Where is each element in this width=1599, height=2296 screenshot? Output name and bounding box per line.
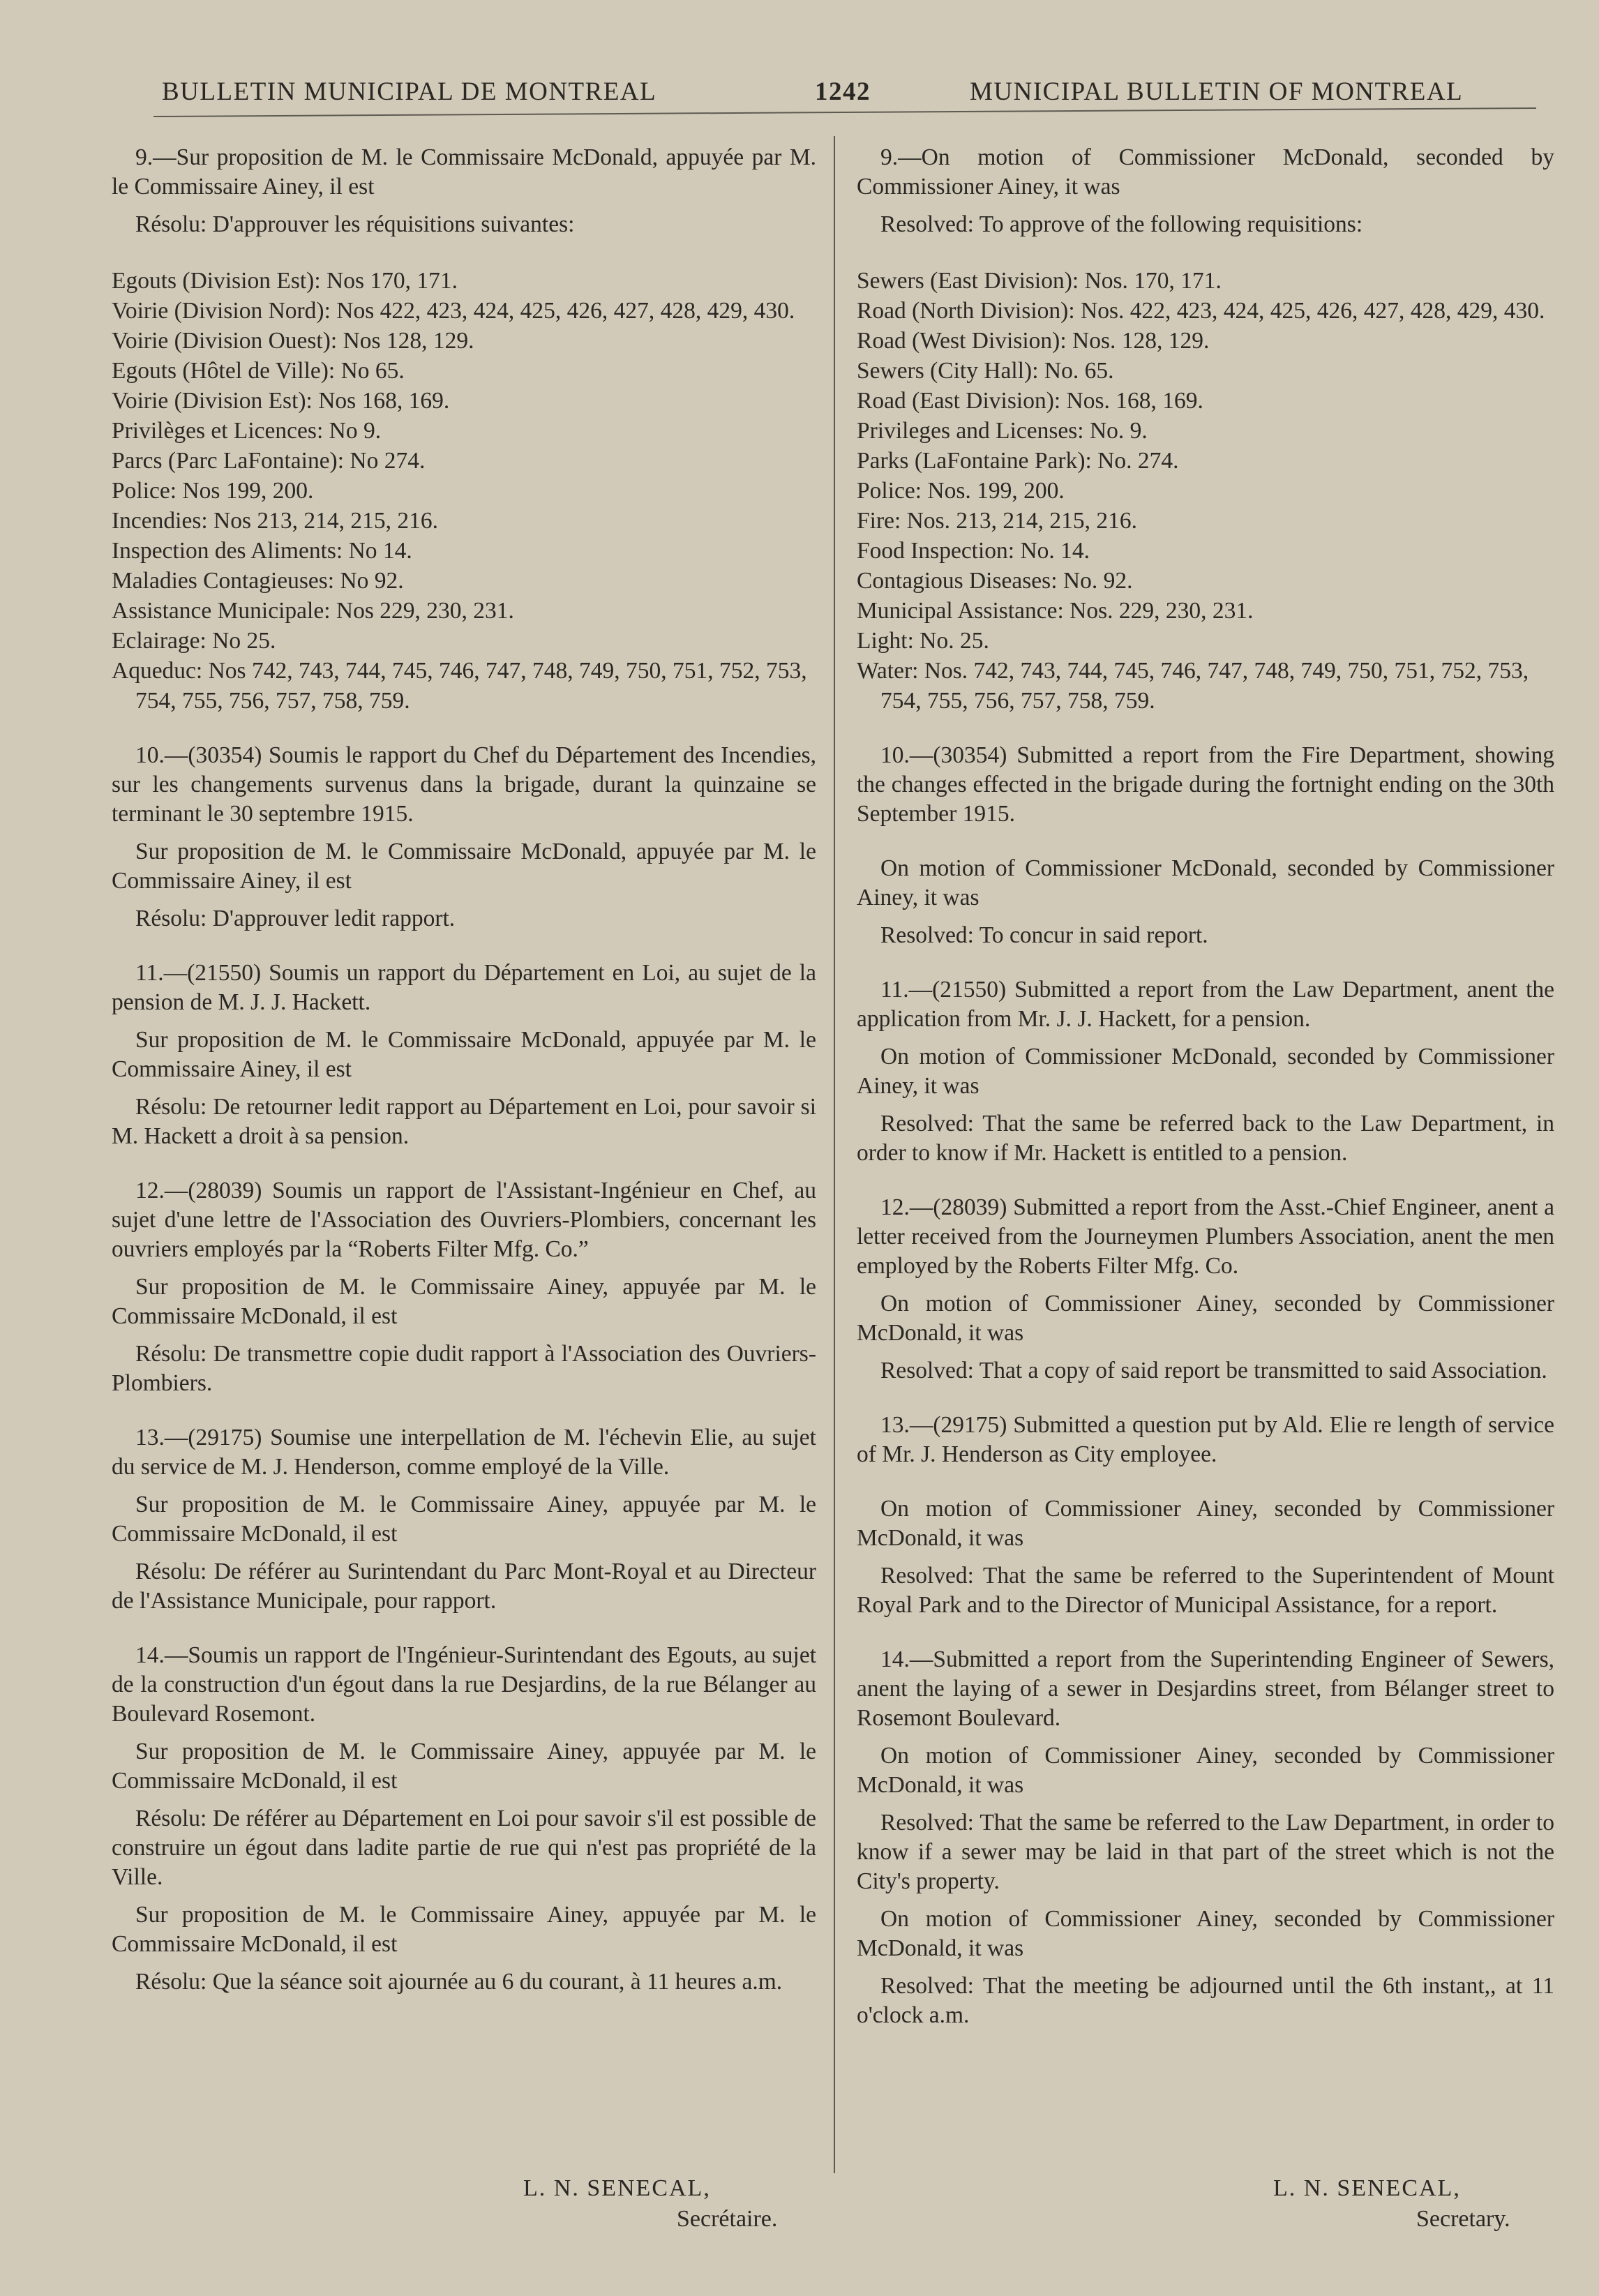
list-item: Sewers (City Hall): No. 65. bbox=[857, 358, 1114, 384]
english-column bbox=[857, 143, 1554, 2039]
en-item-12-motion: On motion of Commissioner Ainey, seconded by Commissioner McDonald, it was bbox=[857, 1291, 1554, 1346]
fr-item-14-report: 14.—Soumis un rapport de l'Ingénieur-Surintendant des Egouts, au sujet de la construction d'un égout dans la rue Desjardins, de la rue Bélanger au Boulevard Rosemont. bbox=[112, 1642, 816, 1727]
en-signature-title: Secretary. bbox=[1416, 2206, 1510, 2232]
fr-requisition-list bbox=[112, 266, 816, 716]
list-item: Aqueduc: Nos 742, 743, 744, 745, 746, 747, 748, 749, 750, 751, 752, 753, 754, 755, 756, 757, 758, 759. bbox=[112, 658, 807, 714]
page-number: 1242 bbox=[815, 77, 871, 106]
french-column bbox=[112, 143, 816, 2005]
en-signature-name: L. N. SENECAL, bbox=[1273, 2175, 1461, 2201]
list-item: Food Inspection: No. 14. bbox=[857, 538, 1090, 564]
list-item: Eclairage: No 25. bbox=[112, 628, 276, 654]
list-item: Contagious Diseases: No. 92. bbox=[857, 568, 1133, 594]
en-item-13-report: 13.—(29175) Submitted a question put by Ald. Elie re length of service of Mr. J. Henderson as City employee. bbox=[857, 1412, 1554, 1467]
list-item: Water: Nos. 742, 743, 744, 745, 746, 747, 748, 749, 750, 751, 752, 753, 754, 755, 756, 757, 758, 759. bbox=[857, 658, 1529, 714]
fr-signature-name: L. N. SENECAL, bbox=[523, 2175, 711, 2201]
fr-item-12-resolution: Résolu: De transmettre copie dudit rapport à l'Association des Ouvriers-Plombiers. bbox=[112, 1341, 816, 1396]
header-title-english: MUNICIPAL BULLETIN OF MONTREAL bbox=[970, 77, 1464, 106]
list-item: Road (East Division): Nos. 168, 169. bbox=[857, 388, 1203, 414]
list-item: Voirie (Division Nord): Nos 422, 423, 424, 425, 426, 427, 428, 429, 430. bbox=[112, 298, 795, 324]
fr-item-11-motion: Sur proposition de M. le Commissaire McDonald, appuyée par M. le Commissaire Ainey, il est bbox=[112, 1027, 816, 1082]
en-item-9-resolution: Resolved: To approve of the following requisitions: bbox=[880, 211, 1363, 237]
en-item-14-resolution: Resolved: That the same be referred to the Law Department, in order to know if a sewer may be laid in that part of the street which is not the City's property. bbox=[857, 1810, 1554, 1894]
list-item: Road (North Division): Nos. 422, 423, 424, 425, 426, 427, 428, 429, 430. bbox=[857, 298, 1545, 324]
list-item: Privilèges et Licences: No 9. bbox=[112, 418, 382, 444]
en-item-14-motion: On motion of Commissioner Ainey, seconded by Commissioner McDonald, it was bbox=[857, 1743, 1554, 1798]
fr-item-10-report: 10.—(30354) Soumis le rapport du Chef du Département des Incendies, sur les changements survenus dans la brigade, durant la quinzaine se terminant le 30 septembre 1915. bbox=[112, 742, 816, 827]
en-item-12-report: 12.—(28039) Submitted a report from the Asst.-Chief Engineer, anent a letter received from the Journeymen Plumbers Association, anent the men employed by the Roberts Filter Mfg. Co. bbox=[857, 1194, 1554, 1279]
en-item-13-motion: On motion of Commissioner Ainey, seconded by Commissioner McDonald, it was bbox=[857, 1496, 1554, 1551]
fr-item-14-resolution: Résolu: De référer au Département en Loi pour savoir s'il est possible de construire un égout dans ladite partie de rue qui n'est pas propriété de la Ville. bbox=[112, 1806, 816, 1890]
list-item: Police: Nos. 199, 200. bbox=[857, 478, 1065, 504]
en-item-9-motion: 9.—On motion of Commissioner McDonald, seconded by Commissioner Ainey, it was bbox=[857, 144, 1554, 200]
list-item: Municipal Assistance: Nos. 229, 230, 231. bbox=[857, 598, 1254, 624]
en-item-10-report: 10.—(30354) Submitted a report from the Fire Department, showing the changes effected in the brigade during the fortnight ending on the 30th September 1915. bbox=[857, 742, 1554, 827]
list-item: Assistance Municipale: Nos 229, 230, 231. bbox=[112, 598, 514, 624]
fr-adjourn-motion: Sur proposition de M. le Commissaire Ainey, appuyée par M. le Commissaire McDonald, il est bbox=[112, 1902, 816, 1957]
fr-item-14-motion: Sur proposition de M. le Commissaire Ainey, appuyée par M. le Commissaire McDonald, il est bbox=[112, 1739, 816, 1794]
fr-item-13-motion: Sur proposition de M. le Commissaire Ainey, appuyée par M. le Commissaire McDonald, il est bbox=[112, 1492, 816, 1547]
en-adjourn-motion: On motion of Commissioner Ainey, seconded by Commissioner McDonald, it was bbox=[857, 1906, 1554, 1961]
list-item: Inspection des Aliments: No 14. bbox=[112, 538, 412, 564]
list-item: Incendies: Nos 213, 214, 215, 216. bbox=[112, 508, 439, 534]
list-item: Egouts (Hôtel de Ville): No 65. bbox=[112, 358, 405, 384]
fr-item-10-motion: Sur proposition de M. le Commissaire McDonald, appuyée par M. le Commissaire Ainey, il est bbox=[112, 839, 816, 894]
fr-item-10-resolution: Résolu: D'approuver ledit rapport. bbox=[135, 906, 456, 931]
list-item: Light: No. 25. bbox=[857, 628, 989, 654]
list-item: Maladies Contagieuses: No 92. bbox=[112, 568, 404, 594]
fr-signature bbox=[523, 2173, 802, 2235]
fr-item-11-resolution: Résolu: De retourner ledit rapport au Département en Loi, pour savoir si M. Hackett a droit à sa pension. bbox=[112, 1094, 816, 1149]
list-item: Road (West Division): Nos. 128, 129. bbox=[857, 328, 1210, 354]
fr-adjourn-resolution: Résolu: Que la séance soit ajournée au 6 du courant, à 11 heures a.m. bbox=[135, 1969, 783, 1995]
list-item: Parcs (Parc LaFontaine): No 274. bbox=[112, 448, 426, 474]
fr-item-11-report: 11.—(21550) Soumis un rapport du Département en Loi, au sujet de la pension de M. J. J. Hackett. bbox=[112, 960, 816, 1015]
list-item: Voirie (Division Est): Nos 168, 169. bbox=[112, 388, 450, 414]
list-item: Privileges and Licenses: No. 9. bbox=[857, 418, 1148, 444]
fr-item-12-report: 12.—(28039) Soumis un rapport de l'Assistant-Ingénieur en Chef, au sujet d'une lettre de l'Association des Ouvriers-Plombiers, concernant les ouvriers employés par la “Roberts Filter Mfg. Co.” bbox=[112, 1178, 816, 1262]
en-item-10-motion: On motion of Commissioner McDonald, seconded by Commissioner Ainey, it was bbox=[857, 855, 1554, 910]
en-item-11-motion: On motion of Commissioner McDonald, seconded by Commissioner Ainey, it was bbox=[857, 1044, 1554, 1099]
fr-item-13-report: 13.—(29175) Soumise une interpellation de M. l'échevin Elie, au sujet du service de M. J. Henderson, comme employé de la Ville. bbox=[112, 1425, 816, 1480]
en-item-11-report: 11.—(21550) Submitted a report from the Law Department, anent the application from Mr. J. J. Hackett, for a pension. bbox=[857, 977, 1554, 1032]
fr-signature-title: Secrétaire. bbox=[677, 2206, 778, 2232]
fr-item-13-resolution: Résolu: De référer au Surintendant du Parc Mont-Royal et au Directeur de l'Assistance Municipale, pour rapport. bbox=[112, 1559, 816, 1614]
en-requisition-list bbox=[857, 266, 1554, 716]
en-item-12-resolution: Resolved: That a copy of said report be transmitted to said Association. bbox=[880, 1358, 1547, 1383]
en-adjourn-resolution: Resolved: That the meeting be adjourned until the 6th instant,, at 11 o'clock a.m. bbox=[857, 1973, 1554, 2028]
list-item: Parks (LaFontaine Park): No. 274. bbox=[857, 448, 1179, 474]
list-item: Egouts (Division Est): Nos 170, 171. bbox=[112, 268, 458, 294]
en-item-14-report: 14.—Submitted a report from the Superintending Engineer of Sewers, anent the laying of a sewer in Desjardins street, from Bélanger street to Rosemont Boulevard. bbox=[857, 1646, 1554, 1731]
list-item: Voirie (Division Ouest): Nos 128, 129. bbox=[112, 328, 474, 354]
en-item-13-resolution: Resolved: That the same be referred to the Superintendent of Mount Royal Park and to the Director of Municipal Assistance, for a report. bbox=[857, 1563, 1554, 1618]
en-signature bbox=[1273, 2173, 1552, 2235]
header-title-french: BULLETIN MUNICIPAL DE MONTREAL bbox=[162, 77, 657, 106]
list-item: Sewers (East Division): Nos. 170, 171. bbox=[857, 268, 1222, 294]
en-item-11-resolution: Resolved: That the same be referred back to the Law Department, in order to know if Mr. Hackett is entitled to a pension. bbox=[857, 1111, 1554, 1166]
list-item: Fire: Nos. 213, 214, 215, 216. bbox=[857, 508, 1137, 534]
fr-item-9-resolution: Résolu: D'approuver les réquisitions suivantes: bbox=[135, 211, 575, 237]
column-divider bbox=[834, 136, 835, 2173]
list-item: Police: Nos 199, 200. bbox=[112, 478, 314, 504]
fr-item-9-motion: 9.—Sur proposition de M. le Commissaire McDonald, appuyée par M. le Commissaire Ainey, il est bbox=[112, 144, 816, 200]
fr-item-12-motion: Sur proposition de M. le Commissaire Ainey, appuyée par M. le Commissaire McDonald, il est bbox=[112, 1274, 816, 1329]
en-item-10-resolution: Resolved: To concur in said report. bbox=[880, 922, 1208, 948]
